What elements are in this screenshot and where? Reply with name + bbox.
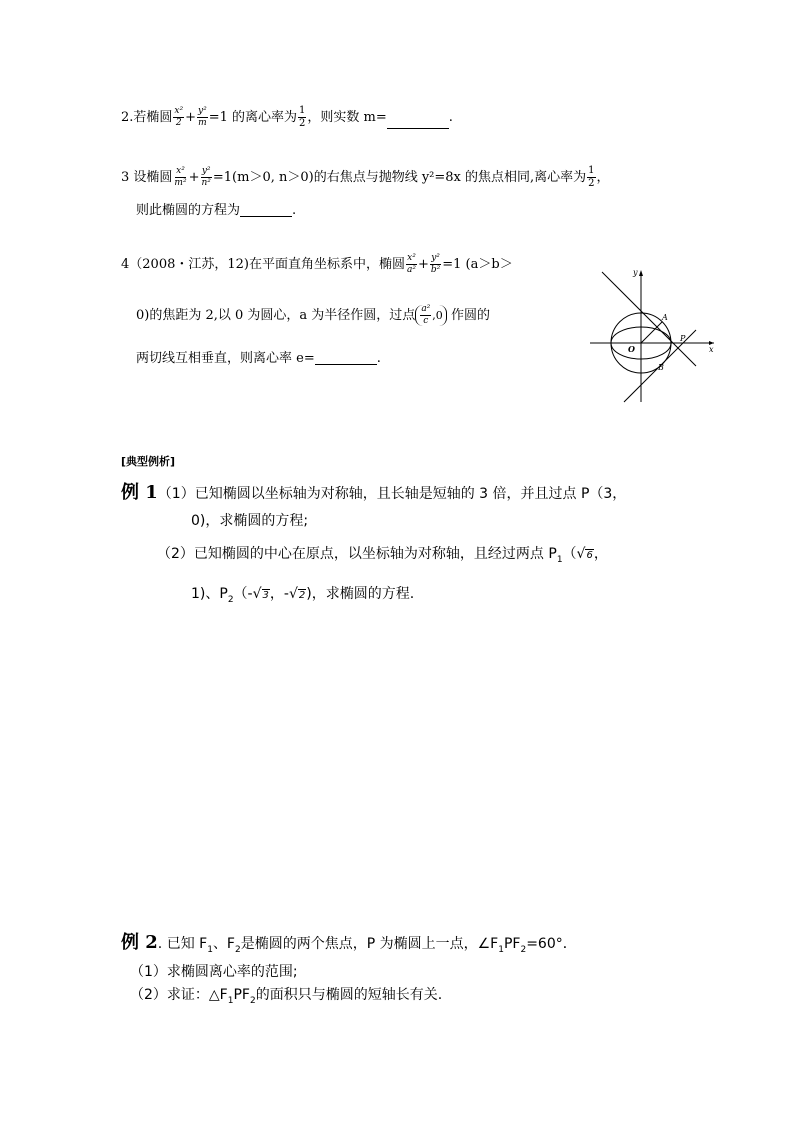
q4-fraction-y: $\frac{\text{y²}}{\text{b²}}$ [430,253,441,275]
origin-label: O [628,344,635,354]
q2-fraction-x: $\frac{\text{x²}}{2}$ [174,106,184,128]
q3-fraction-half: $\frac{1}{2}$ [588,165,595,189]
q3-fraction-y: $\frac{\text{y²}}{\text{n²}}$ [201,166,211,188]
q4-ellipse-figure [586,266,720,406]
example-2-line-2: （1）求椭圆离心率的范围; [130,964,298,980]
example-1-label: 例 1 [121,482,158,503]
section-title: [典型例析] [121,455,176,468]
point-p-label: P [680,334,686,343]
y-axis-arrow-icon [639,270,643,276]
point-a-label: A [662,313,668,322]
example-1-line-1: 例 1（1）已知椭圆以坐标轴为对称轴，且长轴是短轴的 3 倍，并且过点 P（3， [121,482,627,503]
question-4: 4（2008・江苏，12)在平面直角坐标系中，椭圆 $\frac{\text{x²}}{\text{a²}}$ + $\frac{\text{y²}}{\text{b²}}$ =1 (a＞b＞ [121,253,513,275]
point-b-label: B [658,363,664,372]
sqrt-2: 2 [298,590,306,601]
y-axis-label: y [633,268,638,277]
q2-fraction-y: $\frac{\text{y²}}{m}$ [198,106,207,128]
q4-answer-blank[interactable] [315,352,377,365]
example-1-line-2: 0)，求椭圆的方程; [191,513,309,529]
sqrt-6: 6 [586,550,593,561]
q3-fraction-x: $\frac{\text{x²}}{\text{m²}}$ [174,166,187,188]
q4-fraction-x: $\frac{\text{x²}}{\text{a²}}$ [406,253,416,275]
example-2-line-1: 例 2. 已知 $F_1$、$F_2$是椭圆的两个焦点，P 为椭圆上一点，$\angle F_1PF_2=60^\circ$． [121,932,577,955]
example-1-line-3: （2）已知椭圆的中心在原点，以坐标轴为对称轴，且经过两点 $P_1(√6$， [157,546,608,565]
radius-oa [641,322,662,343]
question-4-line-2: 0)的焦距为 2,以 0 为圆心，a 为半径作圆，过点 $\frac{\text{a²}}{c}$ ,0 作圆的 [136,304,490,326]
question-2: 2.若椭圆 $\frac{\text{x²}}{2}$ + $\frac{\text{y²}}{m}$ =1 的离心率为 $\frac{1}{2}$ ，则实数 m= . [121,105,453,129]
q2-prefix: 2.若椭圆 [121,110,173,125]
example-1-line-4: 1)、$P_2(-√3$，-√2)，求椭圆的方程. [191,586,415,605]
q3-answer-blank[interactable] [240,204,292,217]
example-2-line-3: （2）求证：$\triangle F_1PF_2$的面积只与椭圆的短轴长有关. [130,987,443,1006]
q2-answer-blank[interactable] [387,116,449,129]
question-3: 3 设椭圆 $\frac{\text{x²}}{\text{m²}}$ + $\frac{\text{y²}}{\text{n²}}$ =1(m＞0, n＞0)的右焦点与抛物线 y²=8x 的焦点相同,离心率为 $\frac{1}{2}$ ， [121,165,610,189]
q2-fraction-half: $\frac{1}{2}$ [299,105,306,129]
question-4-line-3: 两切线互相垂直，则离心率 e= . [136,351,381,366]
x-axis-label: x [709,345,714,354]
question-3-line-2: 则此椭圆的方程为 . [136,203,297,218]
q4-point: $\frac{\text{a²}}{c}$ ,0 [415,305,446,326]
sqrt-3: 3 [262,590,269,601]
example-2-label: 例 2 [121,932,158,953]
